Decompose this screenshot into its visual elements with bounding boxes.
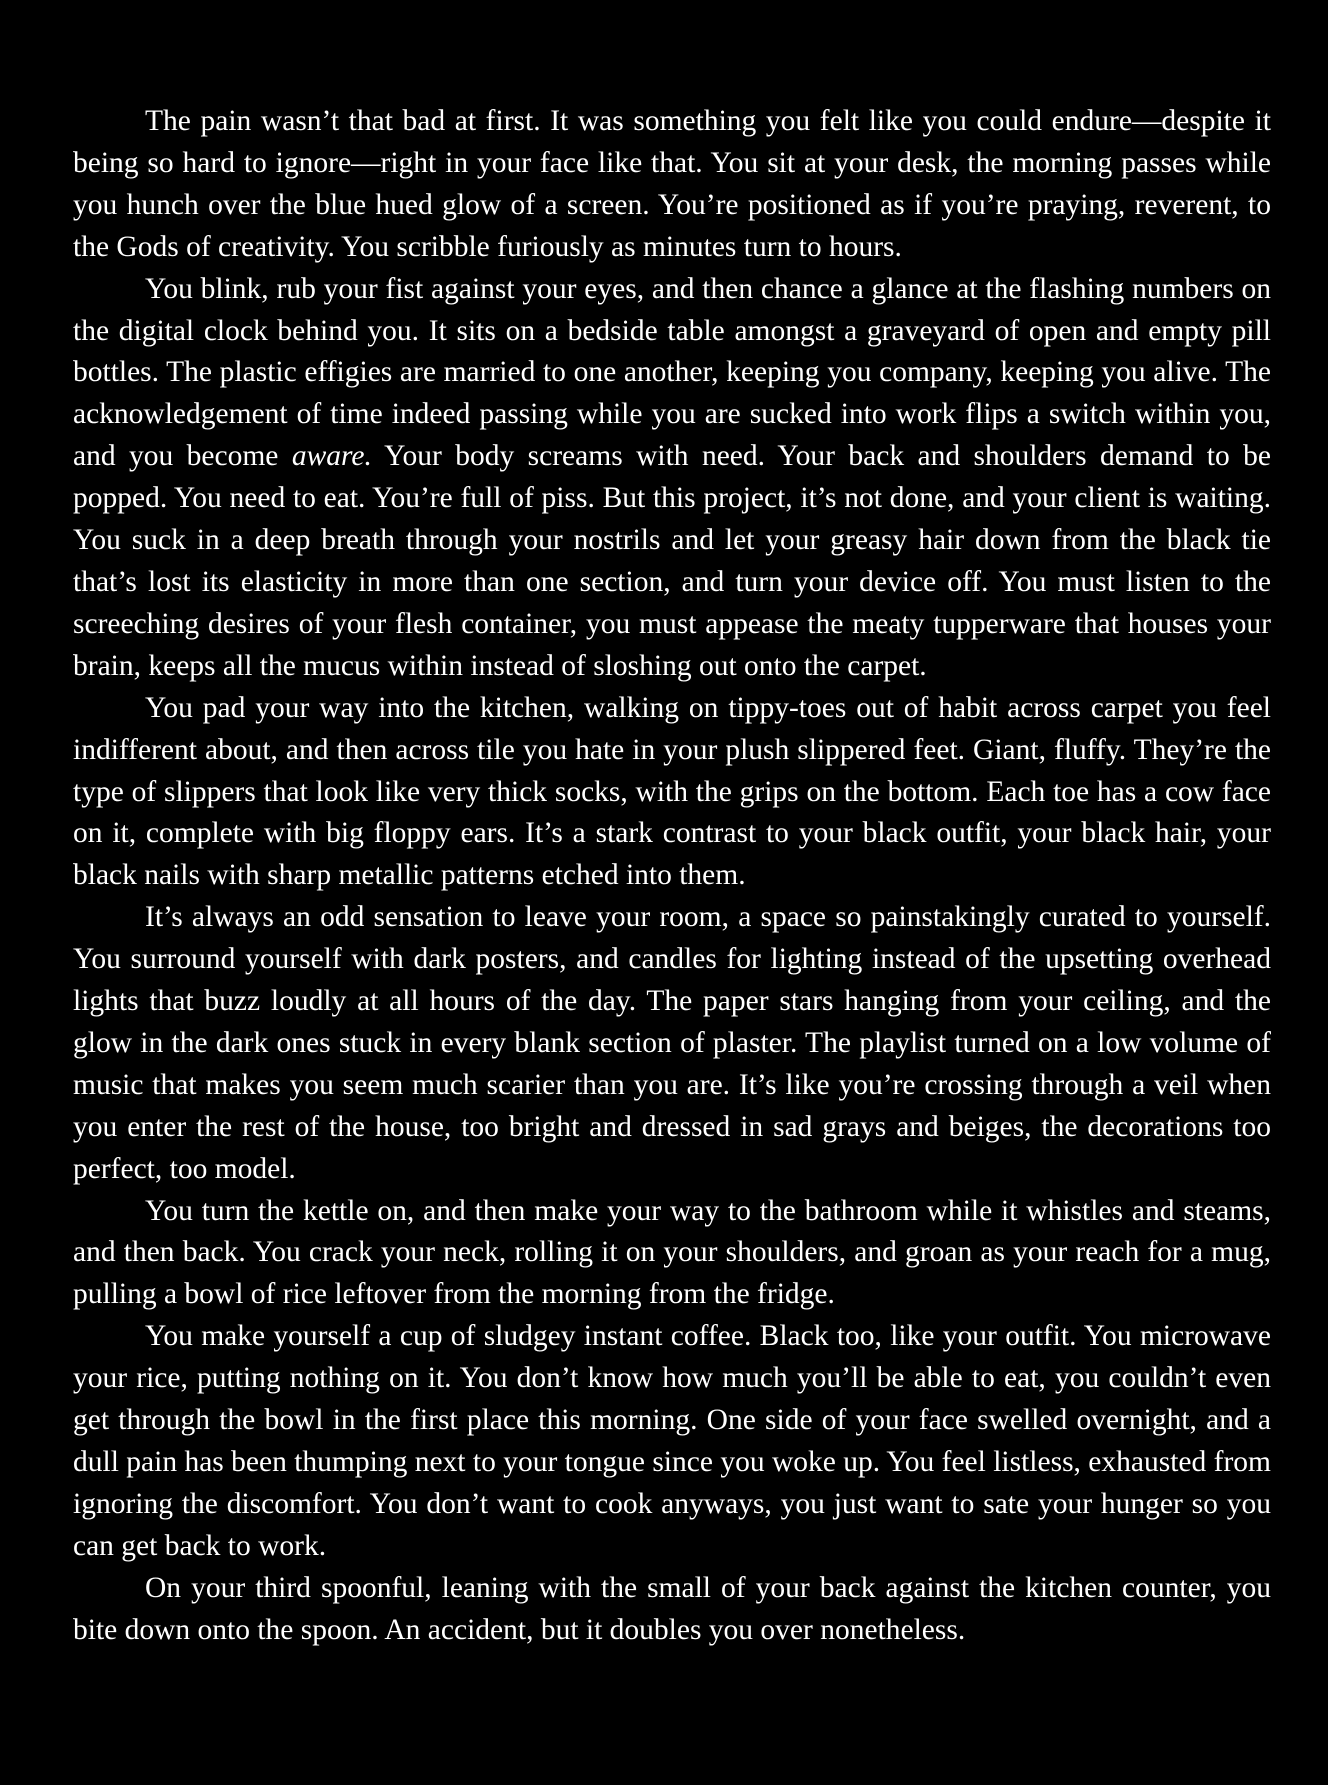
paragraph-7: On your third spoonful, leaning with the small of your back against the kitchen counter, you bite down onto the spoon. An accident, but it doubles you over nonetheless. — [73, 1571, 1271, 1646]
paragraph-2-text-after: Your body screams with need. Your back and shoulders demand to be popped. You need to eat. You’re full of piss. But this project, it’s not done, and your client is waiting. You suck in a deep breath through your nostrils and let your greasy hair down from the black tie that’s lost its elasticity in more than one section, and turn your device off. You must listen to the screeching desires of your flesh container, you must appease the meaty tupperware that houses your brain, keeps all the mucus within instead of sloshing out onto the carpet. — [73, 440, 1271, 682]
paragraph-4: It’s always an odd sensation to leave your room, a space so painstakingly curated to yourself. You surround yourself with dark posters, and candles for lighting instead of the upsetting overhead lights that buzz loudly at all hours of the day. The paper stars hanging from your ceiling, and the glow in the dark ones stuck in every blank section of plaster. The playlist turned on a low volume of music that makes you seem much scarier than you are. It’s like you’re crossing through a veil when you enter the rest of the house, too bright and dressed in sad grays and beiges, the decorations too perfect, too model. — [73, 901, 1271, 1185]
paragraph-2 — [73, 269, 1271, 688]
paragraph-5: You turn the kettle on, and then make your way to the bathroom while it whistles and steams, and then back. You crack your neck, rolling it on your shoulders, and groan as your reach for a mug, pulling a bowl of rice leftover from the morning from the fridge. — [73, 1194, 1271, 1311]
document-page — [73, 101, 1271, 1652]
paragraph-6: You make yourself a cup of sludgey instant coffee. Black too, like your outfit. You microwave your rice, putting nothing on it. You don’t know how much you’ll be able to eat, you couldn’t even get through the bowl in the first place this morning. One side of your face swelled overnight, and a dull pain has been thumping next to your tongue since you woke up. You feel listless, exhausted from ignoring the discomfort. You don’t want to cook anyways, you just want to sate your hunger so you can get back to work. — [73, 1320, 1271, 1562]
paragraph-3: You pad your way into the kitchen, walking on tippy-toes out of habit across carpet you feel indifferent about, and then across tile you hate in your plush slippered feet. Giant, fluffy. They’re the type of slippers that look like very thick socks, with the grips on the bottom. Each toe has a cow face on it, complete with big floppy ears. It’s a stark contrast to your black outfit, your black hair, your black nails with sharp metallic patterns etched into them. — [73, 691, 1271, 892]
emphasized-word: aware. — [291, 440, 372, 473]
paragraph-1: The pain wasn’t that bad at first. It was something you felt like you could endure—despite it being so hard to ignore—right in your face like that. You sit at your desk, the morning passes while you hunch over the blue hued glow of a screen. You’re positioned as if you’re praying, reverent, to the Gods of creativity. You scribble furiously as minutes turn to hours. — [73, 105, 1271, 263]
paragraph-2-text-before: You blink, rub your fist against your eyes, and then chance a glance at the flashing numbers on the digital clock behind you. It sits on a bedside table amongst a graveyard of open and empty pill bottles. The plastic effigies are married to one another, keeping you company, keeping you alive. The acknowledgement of time indeed passing while you are sucked into work flips a switch within you, and you become — [73, 272, 1271, 473]
